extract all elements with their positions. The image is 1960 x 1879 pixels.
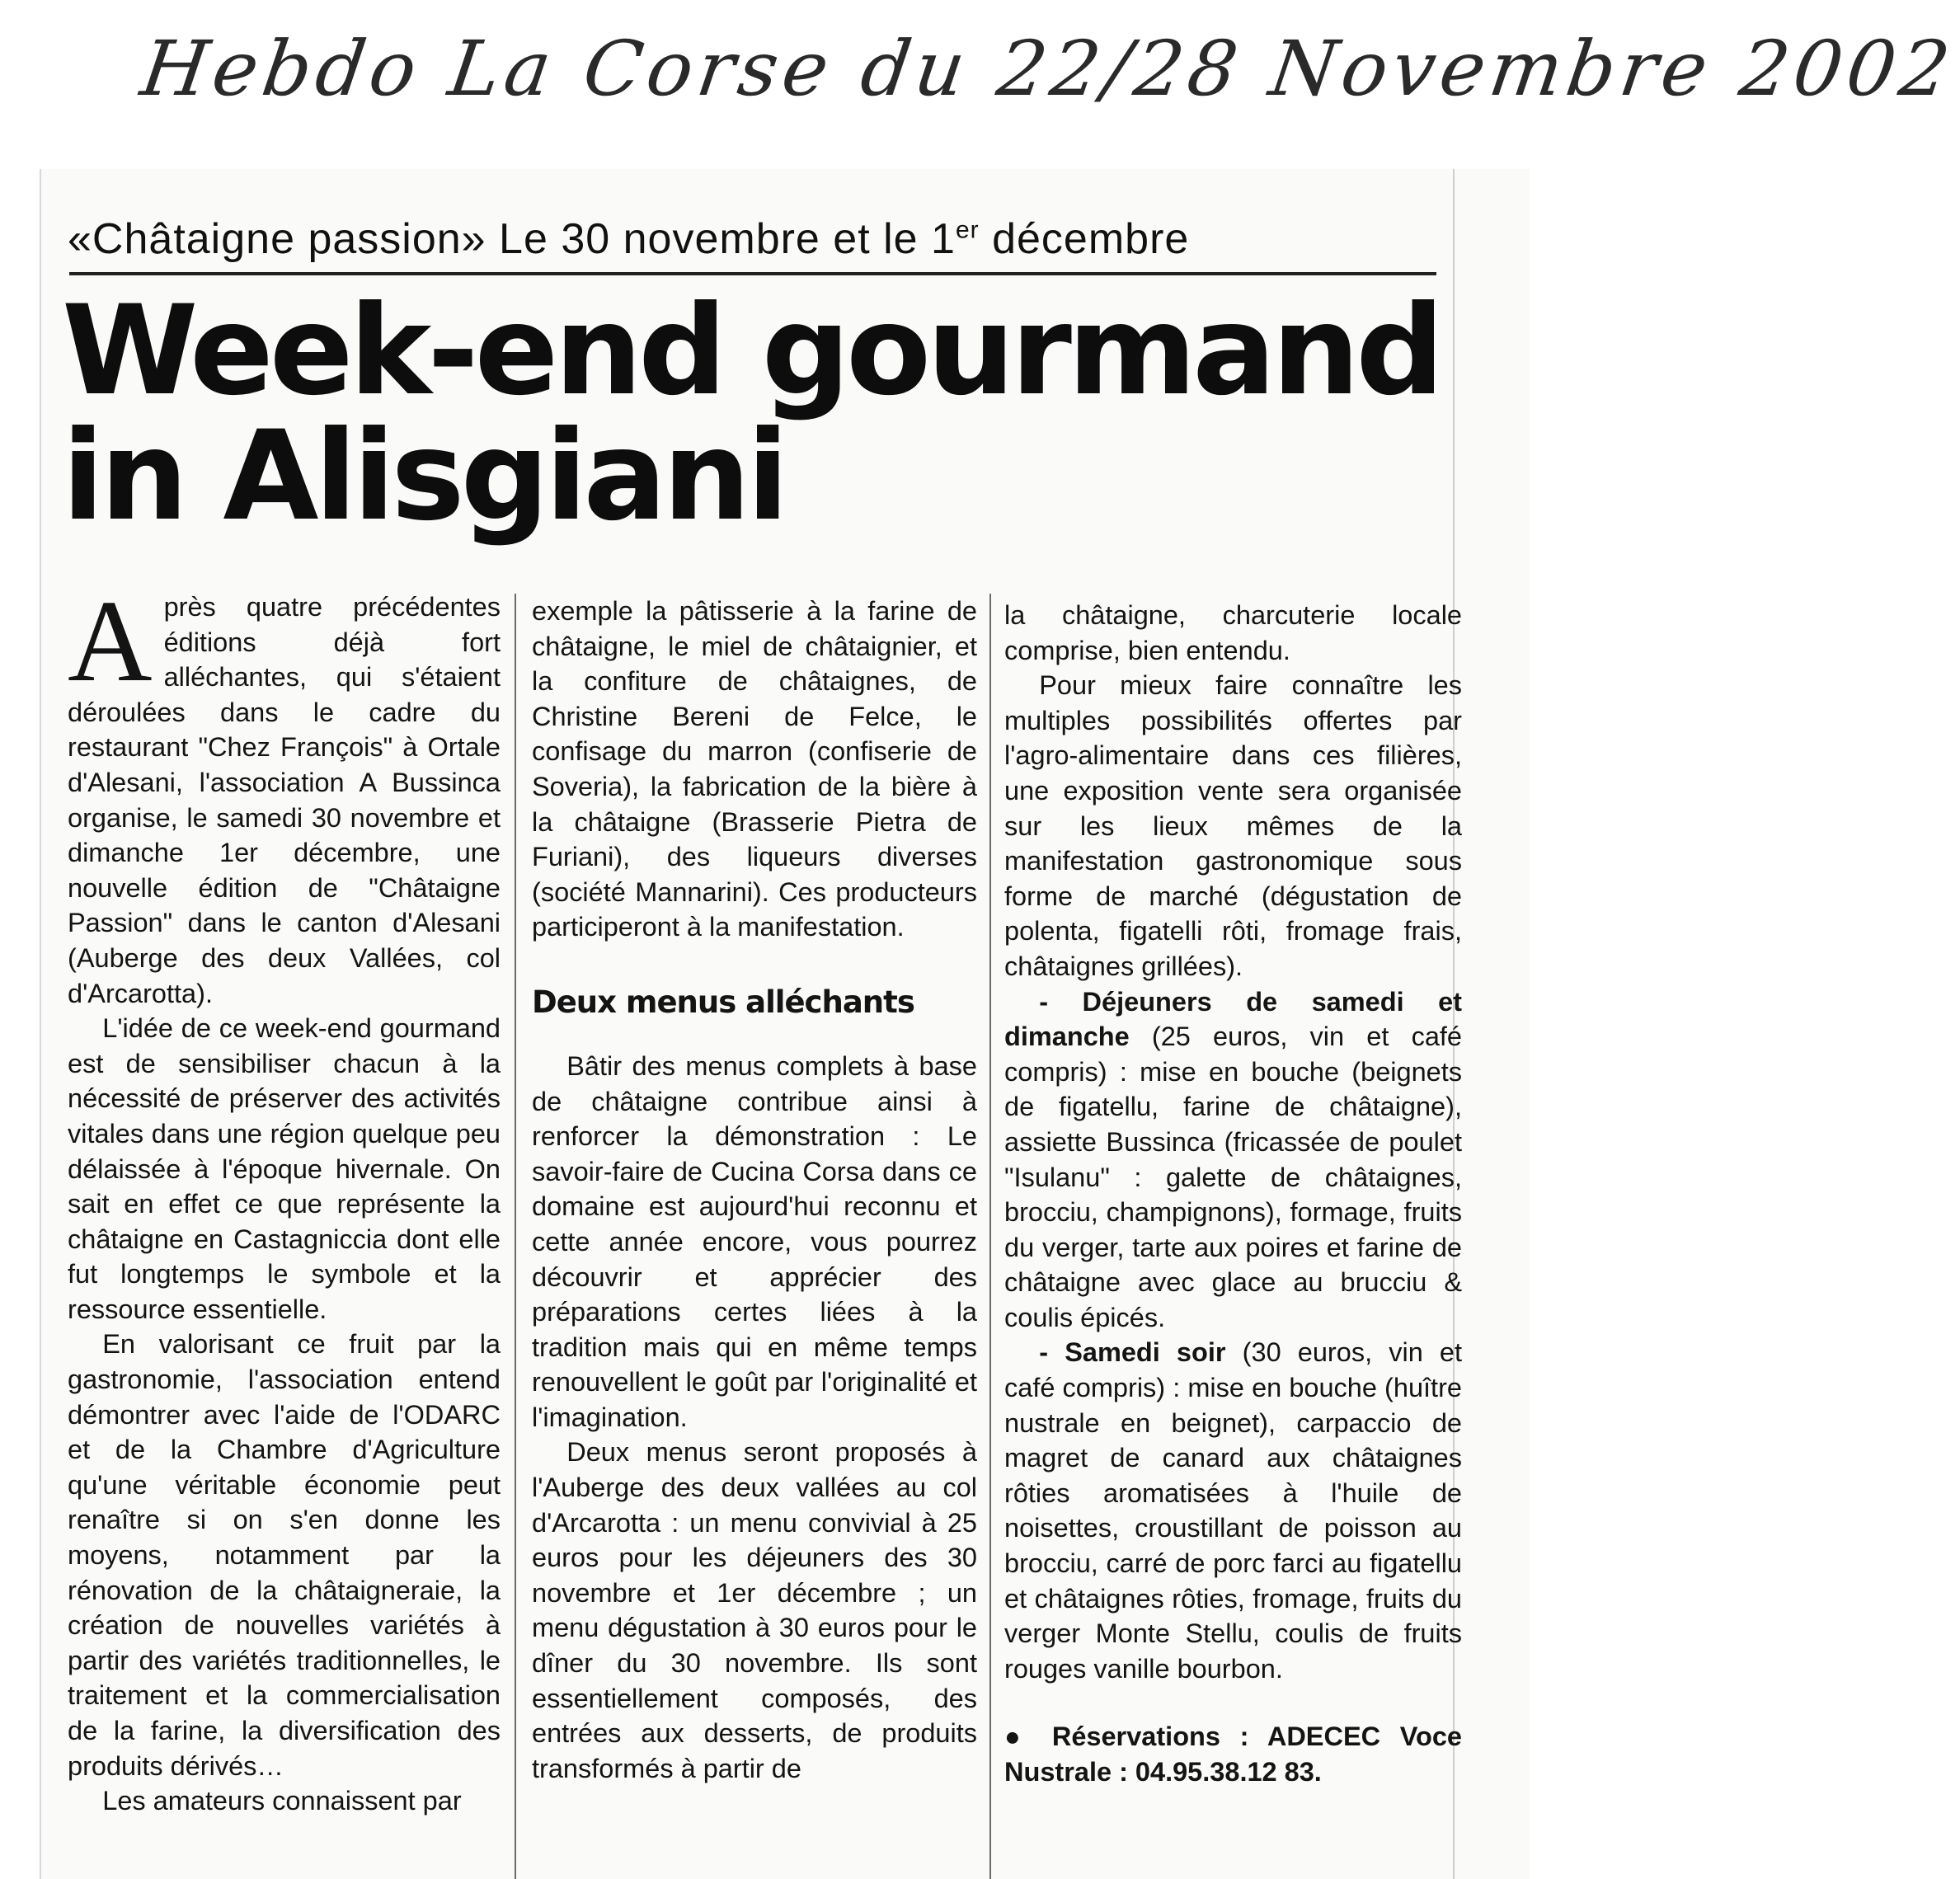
column-divider [989,594,991,1879]
kicker [68,214,1453,264]
kicker-text-end: décembre [979,215,1190,263]
paragraph: Deux menus seront proposés à l'Auberge des deux vallées au col d'Arcarotta : un menu convivial à 25 euros pour les déjeuners des 30 novembre et 1er décembre ; un menu dégustation à 30 euros pour le dîner du 30 novembre. Ils sont essentiellement composés, des entrées aux desserts, de produits transformés à partir de [532,1437,977,1783]
paragraph-text: près quatre précédentes éditions déjà fort alléchantes, qui s'étaient déroulées dans le cadre du restaurant "Chez François" à Ortale d'Alesani, l'association A Bussinca organise, le samedi 30 novembre et dimanche 1er décembre, une nouvelle édition de "Châtaigne Passion" dans le canton d'Alesani (Auberge des deux Vallées, col d'Arcarotta). [68,592,501,1008]
drop-cap: A [68,575,153,706]
reservations [1004,1719,1462,1789]
headline-line-1: Week-end gourmand [62,280,1441,423]
paragraph: Bâtir des menus complets à base de châtaigne contribue ainsi à renforcer la démonstration : Le savoir-faire de Cucina Corsa dans ce domaine est aujourd'hui reconnu et cette année encore, vous pourrez découvrir et apprécier des préparations certes liées à la tradition mais qui en même temps renouvellent le goût par l'originalité et l'imagination. [532,1050,977,1432]
newspaper-clipping [40,169,1530,1879]
headline-line-2: in Alisgiani [62,405,785,548]
paragraph: En valorisant ce fruit par la gastronomie, l'association entend démontrer avec l'aide de l'ODARC et de la Chambre d'Agriculture qu'une véritable économie peut renaître si on s'en donne les moyens, notamment par la rénovation de la châtaigneraie, la création de nouvelles variétés à partir des variétés traditionnelles, le traitement et la commercialisation de la farine, la diversification des produits dérivés… [68,1329,501,1781]
paragraph [68,575,501,1011]
reservations-text: ● Réservations : ADECEC Voce Nustrale : 04.95.38.12 83. [1004,1722,1462,1787]
menu-description: (25 euros, vin et café compris) : mise en bouche (beignets de figatellu, farine de châtaigne), assiette Bussinca (fricassée de poulet "Isulanu" : galette de châtaignes, brocciu, champignons), formage, fruits du verger, tarte aux poires et farine de châtaigne avec glace au brucciu & coulis épicés. [1004,1022,1462,1332]
headline [62,280,1464,548]
article-column-2 [532,594,977,1786]
paragraph [1004,984,1462,1336]
article-column-3 [1004,598,1462,1790]
article-column-1 [68,575,501,1819]
column-divider [515,594,516,1879]
menu-title: - Samedi soir [1039,1337,1226,1368]
paragraph: Pour mieux faire connaître les multiples possibilités offertes par l'agro-alimentaire dans ces filières, une exposition vente sera organisée sur les lieux mêmes de la manifestation gastronomique sous forme de marché (dégustation de polenta, figatelli rôti, fromage frais, châtaignes grillées). [1004,670,1462,981]
kicker-underline [69,272,1436,275]
kicker-superscript: er [955,216,980,244]
kicker-text: «Châtaigne passion» Le 30 novembre et le 1 [68,215,956,263]
paragraph: exemple la pâtisserie à la farine de châtaigne, le miel de châtaignier, et la confiture de châtaignes, de Christine Bereni de Felce, le confisage du marron (confiserie de Soveria), la fabrication de la bière à la châtaigne (Brasserie Pietra de Furiani), des liqueurs diverses (société Mannarini). Ces producteurs participeront à la manifestation. [532,596,977,942]
paragraph: Les amateurs connaissent par [102,1786,462,1816]
menu-title: - Déjeuners de samedi et dimanche [1004,986,1462,1052]
paragraph: la châtaigne, charcuterie locale comprise, bien entendu. [1004,600,1462,665]
paragraph [1004,1335,1462,1686]
paragraph: L'idée de ce week-end gourmand est de sensibiliser chacun à la nécessité de préserver des activités vitales dans une région quelque peu délaissée à l'époque hivernale. On sait en effet ce que représente la châtaigne en Castagniccia dont elle fut longtemps le symbole et la ressource essentielle. [68,1013,501,1324]
handwritten-note: Hebdo La Corse du 22/28 Novembre 2002 [135,25,1960,113]
menu-description: (30 euros, vin et café compris) : mise en bouche (huître nustrale en beignet), carpaccio de magret de canard aux châtaignes rôties aromatisées à l'huile de noisettes, croustillant de poisson au brocciu, carré de porc farci au figatellu et châtaignes rôties, fromage, fruits du verger Monte Stellu, coulis de fruits rouges vanille bourbon. [1004,1337,1463,1684]
subheading: Deux menus alléchants [532,984,914,1020]
